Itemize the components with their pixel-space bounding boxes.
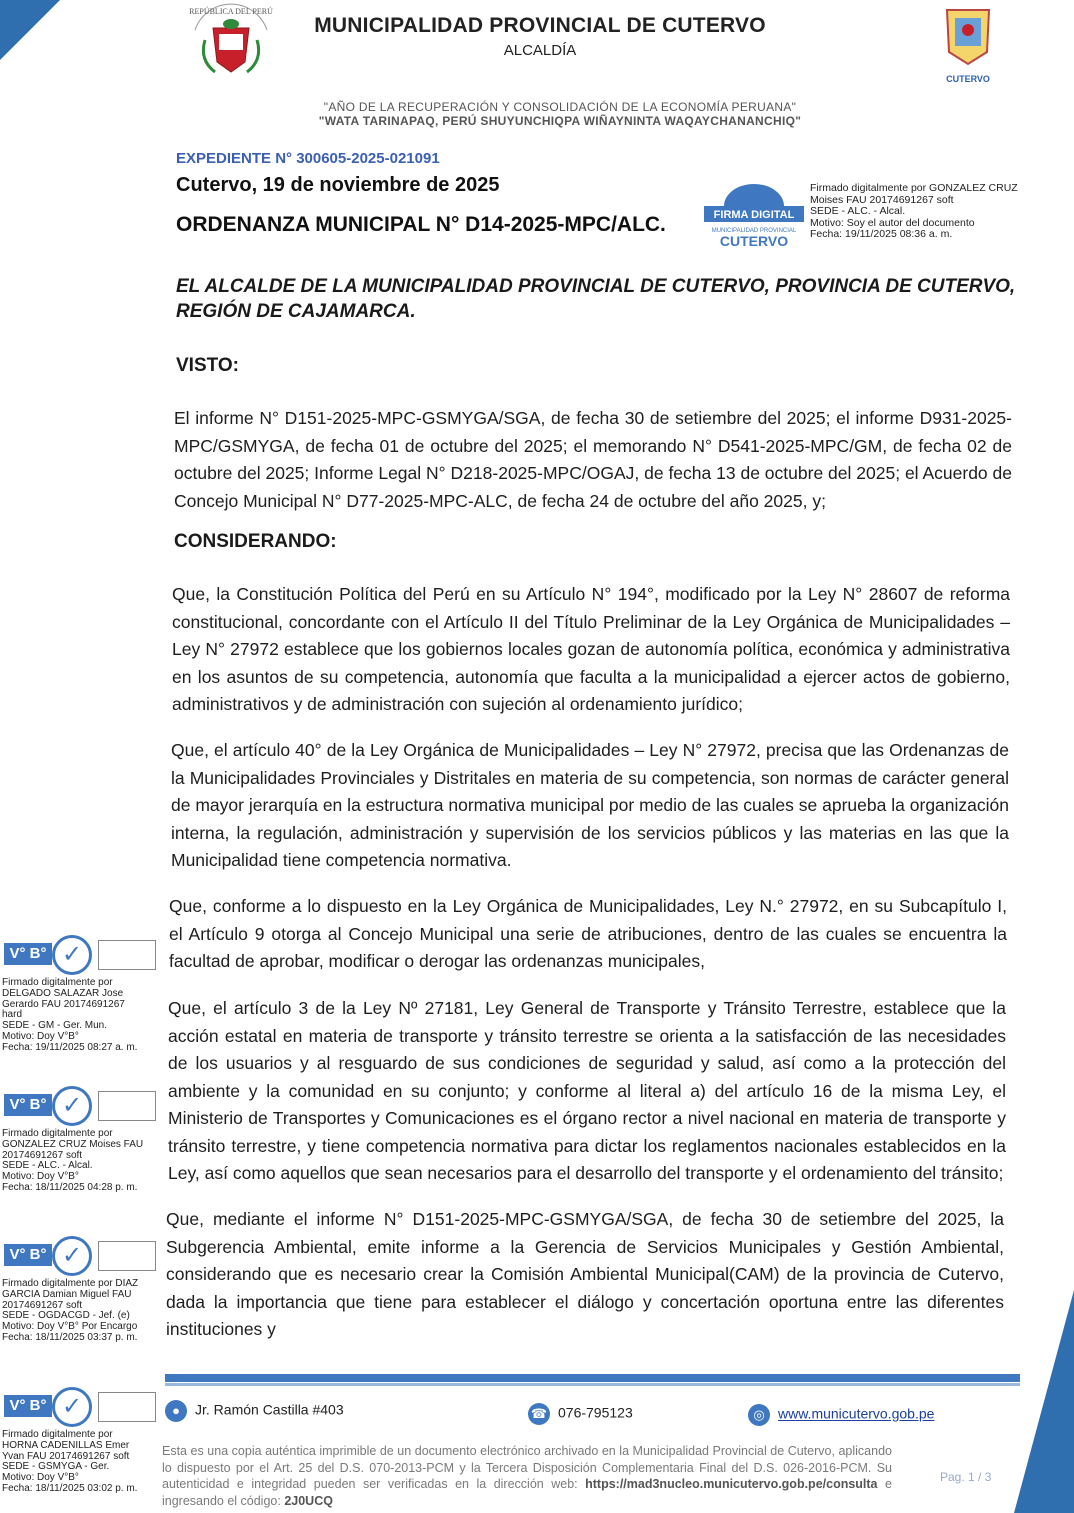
phone-text: 076-795123 (558, 1404, 633, 1421)
vb-line: Yvan FAU 20174691267 soft (2, 1450, 130, 1462)
vb-line: GONZALEZ CRUZ Moises FAU (2, 1138, 144, 1150)
vb-line: DELGADO SALAZAR Jose (2, 987, 124, 999)
vb-line: 20174691267 soft (2, 1149, 83, 1161)
cutervo-municipal-logo (935, 0, 1001, 92)
municipal-logo-icon (98, 940, 156, 970)
website-link[interactable]: www.municutervo.gob.pe (778, 1405, 935, 1422)
vb-line: HORNA CADENILLAS Emer (2, 1439, 130, 1451)
badge-city: CUTERVO (719, 233, 789, 249)
address-text: Jr. Ramón Castilla #403 (195, 1401, 344, 1418)
considerando-paragraph-4: Que, el artículo 3 de la Ley Nº 27181, Ley General de Transporte y Tránsito Terrestre, establece que la acción estatal en materia de transporte y tránsito terrestre se orienta a la satisfacción de las necesidades de los usuarios y al resguardo de sus condiciones de seguridad y salud, así como a la protección del ambiente y la comunidad en su conjunto; y conforme al literal a) del artículo 16 de la misma Ley, el Ministerio de Transportes y Comunicaciones es el órgano rector a nivel nacional en materia de transporte y tránsito terrestre, y tiene competencia normativa para dictar los reglamentos nacionales establecidos en la Ley, así como aquellos que sean necesarios para el desarrollo del transporte y el ordenamiento del tránsito; (168, 998, 1006, 1183)
vb-badge (2, 1386, 160, 1426)
globe-icon: ◎ (748, 1404, 770, 1426)
signature-line: Firmado digitalmente por GONZALEZ CRUZ (810, 182, 1018, 194)
considerando-paragraph-5: Que, mediante el informe N° D151-2025-MPC-GSMYGA/SGA, de fecha 30 de setiembre del 2025, la Subgerencia Ambiental, emite informe a la Gerencia de Servicios Municipales y Gestión Ambiental, considerando que es necesario crear la Comisión Ambiental Municipal(CAM) de la provincia de Cutervo, dada la importancia que tiene para establecer el diálogo y concertación oportuna entre las diferentes instituciones y (166, 1209, 1004, 1339)
vb-badge (2, 934, 160, 974)
vb-line: Motivo: Doy V°B° Por Encargo (2, 1321, 138, 1333)
vb-signature-block (2, 1085, 160, 1194)
location-pin-icon: ● (165, 1400, 187, 1422)
signature-line: Fecha: 19/11/2025 08:36 a. m. (810, 228, 953, 240)
vb-label: V° B° (4, 1395, 52, 1417)
municipal-logo-icon (98, 1241, 156, 1271)
vb-label: V° B° (4, 1244, 52, 1266)
footer-address (165, 1400, 344, 1422)
municipal-logo-icon (98, 1392, 156, 1422)
footer-divider (165, 1374, 1020, 1382)
ordinance-number: ORDENANZA MUNICIPAL N° D14-2025-MPC/ALC. (176, 213, 666, 236)
vb-badge (2, 1235, 160, 1275)
signature-line: Moises FAU 20174691267 soft (810, 193, 954, 206)
corner-decoration-bottom-right (1014, 1290, 1074, 1513)
checkmark-icon: ✓ (52, 935, 92, 975)
authenticity-notice (162, 1443, 892, 1509)
badge-label: FIRMA DIGITAL (713, 209, 795, 221)
document-date: Cutervo, 19 de noviembre de 2025 (176, 174, 500, 196)
vb-line: Fecha: 18/11/2025 03:02 p. m. (2, 1482, 138, 1494)
visto-heading: VISTO: (176, 355, 239, 376)
corner-decoration-top-left (0, 0, 60, 60)
vb-line: SEDE - GM - Ger. Mun. (2, 1020, 108, 1032)
vb-badge (2, 1085, 160, 1125)
phone-icon: ☎ (528, 1403, 550, 1425)
footer-website[interactable] (748, 1404, 934, 1426)
vb-line: SEDE - GSMYGA - Ger. (2, 1461, 110, 1473)
vb-label: V° B° (4, 943, 52, 965)
vb-line: 20174691267 soft (2, 1299, 83, 1311)
footer-divider-thin (165, 1383, 1020, 1386)
expediente-number: EXPEDIENTE N° 300605-2025-021091 (176, 150, 440, 167)
motto-spanish: "AÑO DE LA RECUPERACIÓN Y CONSOLIDACIÓN DE LA ECONOMÍA PERUANA" (323, 100, 797, 114)
municipal-logo-icon (98, 1091, 156, 1121)
visto-paragraph: El informe N° D151-2025-MPC-GSMYGA/SGA, de fecha 30 de setiembre del 2025; el informe D931-2025-MPC/GSMYGA, de fecha 01 de octubre del 2025; el memorando N° D541-2025-MPC/GM, de fecha 02 de octubre del 2025; Informe Legal N° D218-2025-MPC/OGAJ, de fecha 13 de octubre del 2025; el Acuerdo de Concejo Municipal N° D77-2025-MPC-ALC, de fecha 24 de octubre del año 2025, y; (174, 408, 1012, 511)
checkmark-icon: ✓ (52, 1387, 92, 1427)
vb-signature-block (2, 1386, 160, 1495)
vb-line: SEDE - ALC. - Alcal. (2, 1160, 93, 1172)
signature-line: Motivo: Soy el autor del documento (810, 216, 975, 229)
legal-tail: e ingresando el código: (162, 1477, 892, 1508)
digital-signature-badge (702, 178, 806, 250)
checkmark-icon: ✓ (52, 1236, 92, 1276)
vb-line: Firmado digitalmente por (2, 1429, 113, 1440)
footer-phone (528, 1403, 633, 1425)
vb-signature-block (2, 934, 160, 1054)
page-number: Pag. 1 / 3 (940, 1470, 992, 1484)
peru-coat-of-arms-seal (185, 0, 277, 82)
vb-line: SEDE - OGDACGD - Jef. (e) (2, 1310, 130, 1322)
signature-line: SEDE - ALC. - Alcal. (810, 205, 906, 217)
year-motto (200, 100, 920, 128)
institution-title: MUNICIPALIDAD PROVINCIAL DE CUTERVO (314, 14, 766, 37)
motto-quechua: "WATA TARINAPAQ, PERÚ SHUYUNCHIQPA WIÑAYNINTA WAQAYCHANANCHIQ" (318, 114, 802, 128)
vb-line: Motivo: Doy V°B° (2, 1171, 79, 1183)
digital-signature-details (810, 183, 1040, 241)
vb-line: Firmado digitalmente por (2, 1128, 113, 1139)
considerando-heading: CONSIDERANDO: (174, 531, 337, 552)
legal-text: Esta es una copia auténtica imprimible de un documento electrónico archivado en la Municipalidad Provincial de Cutervo, aplicando lo dispuesto por el Art. 25 del D.S. 070-2013-PCM y la Tercera Disposición Complementaria Final del D.S. 026-2016-PCM. Su autenticidad e integridad pueden ser verificadas en la dirección web: (162, 1444, 892, 1491)
verification-code: 2J0UCQ (284, 1493, 333, 1508)
considerando-paragraph-2: Que, el artículo 40° de la Ley Orgánica de Municipalidades – Ley N° 27972, precisa que las Ordenanzas de la Municipalidades Provinciales y Distritales en materia de su competencia, son normas de carácter general de mayor jerarquía en la estructura normativa municipal por medio de las cuales se aprueba la organización interna, la regulación, administración y supervisión de los servicios públicos y las materias en las que la Municipalidad tiene competencia normativa. (171, 740, 1009, 870)
considerando-paragraph-3: Que, conforme a lo dispuesto en la Ley Orgánica de Municipalidades, Ley N.° 27972, en su Subcapítulo I, el Artículo 9 otorga al Concejo Municipal una serie de atribuciones, dentro de las cuales se encuentra la facultad de aprobar, modificar o derogar las ordenanzas municipales, (169, 896, 1007, 971)
vb-line: hard (2, 1009, 23, 1021)
svg-text:REPÚBLICA DEL PERÚ: REPÚBLICA DEL PERÚ (189, 7, 273, 16)
vb-signature-block (2, 1235, 160, 1344)
vb-line: Firmado digitalmente por DIAZ (2, 1278, 139, 1289)
badge-org: MUNICIPALIDAD PROVINCIAL (711, 228, 797, 234)
mayor-declaration: EL ALCALDE DE LA MUNICIPALIDAD PROVINCIAL DE CUTERVO, PROVINCIA DE CUTERVO, REGIÓN DE CAJAMARCA. (176, 276, 1016, 322)
vb-line: Firmado digitalmente por (2, 977, 113, 988)
checkmark-icon: ✓ (52, 1086, 92, 1126)
vb-line: Fecha: 18/11/2025 03:37 p. m. (2, 1331, 138, 1343)
institution-subtitle: ALCALDÍA (503, 42, 577, 59)
verify-url[interactable]: https://mad3nucleo.municutervo.gob.pe/consulta (585, 1477, 878, 1491)
vb-line: Fecha: 18/11/2025 04:28 p. m. (2, 1181, 138, 1193)
vb-line: Gerardo FAU 20174691267 (2, 998, 125, 1010)
vb-line: Fecha: 19/11/2025 08:27 a. m. (2, 1041, 138, 1053)
vb-line: Motivo: Doy V°B° (2, 1472, 79, 1484)
svg-text:CUTERVO: CUTERVO (946, 74, 990, 84)
vb-line: Motivo: Doy V°B° (2, 1030, 79, 1042)
vb-line: GARCIA Damian Miguel FAU (2, 1288, 132, 1300)
vb-label: V° B° (4, 1094, 52, 1116)
considerando-paragraph-1: Que, la Constitución Política del Perú en su Artículo N° 194°, modificado por la Ley N° 28607 de reforma constitucional, concordante con el Artículo II del Título Preliminar de la Ley Orgánica de Municipalidades – Ley N° 27972 establece que los gobiernos locales gozan de autonomía política, económica y administrativa en los asuntos de su competencia, autonomía que faculta a la municipalidad a ejercer actos de gobierno, administrativos y de administración con sujeción al ordenamiento jurídico; (172, 584, 1010, 714)
